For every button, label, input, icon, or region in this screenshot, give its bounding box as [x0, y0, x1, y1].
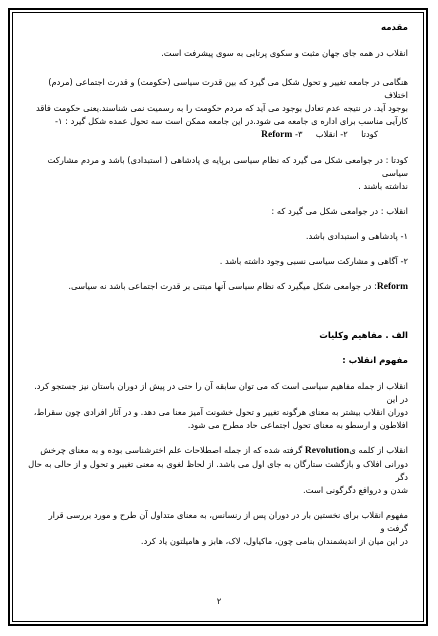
concept-paragraph-2: [26, 444, 408, 497]
instability-paragraph: [26, 76, 408, 142]
text-line: [26, 154, 408, 180]
concept-paragraph-3: [26, 509, 408, 548]
text-line: شدن و دروافع دگرگونی است.: [302, 485, 408, 495]
document-body: [26, 22, 408, 612]
coup-paragraph: [26, 154, 408, 193]
concept-paragraph-1: [26, 380, 408, 432]
transformation-reform-number: ۳-: [294, 129, 303, 139]
text-line: [26, 444, 408, 458]
reform-paragraph: [26, 280, 408, 294]
transformation-revolution: ۲- انقلاب: [315, 129, 348, 139]
reform-label: Reform: [376, 282, 408, 292]
reform-text: : در جوامعی شکل میگیرد که نظام سیاسی آنها مبتنی بر قدرت اجتماعی باشد نه سیاسی.: [68, 281, 377, 291]
etymology-text: گرفته شده که از جمله اصطلاحات علم اخترشناسی بوده و به معنای چرخش: [40, 445, 303, 455]
transformations-list: [26, 128, 408, 142]
revolution-condition-1: ۱- پادشاهی و استبدادی باشد.: [305, 231, 408, 241]
coup-text: در جوامعی شکل می گیرد که نظام سیاسی برپایه ی پادشاهی ( استبدادی) باشد و مردم مشارکت سیاسی: [47, 155, 408, 178]
revolution-conditions-intro: انقلاب : در جوامعی شکل می گیرد که :: [271, 206, 408, 216]
transformation-reform: Reform: [261, 130, 293, 140]
text-line: افلاطون و ارسطو به معنای تحول اجتماعی حاد مطرح می شود.: [187, 420, 408, 430]
text-line: هنگامی در جامعه تغییر و تحول شکل می گیرد که بین قدرت سیاسی (حکومت) و قدرت اجتماعی (مردم) اختلاف: [48, 77, 408, 100]
coup-label: کودتا :: [385, 155, 408, 165]
text-line: دوران انقلاب بیشتر به معنای هرگونه تغییر و تحول خشونت آمیز معنا می دهد. و در آثار افرادی چون سقراط،: [33, 407, 408, 417]
section-a-heading: الف . مفاهیم وکلیات: [319, 331, 408, 341]
text-line: بوجود آید. در نتیجه عدم تعادل بوجود می آید که مردم حکومت را به رسمیت نمی شناسند.یعنی حکومت فاقد: [35, 103, 408, 113]
text-line: انقلاب از جمله مفاهیم سیاسی است که می توان سابقه آن را حتی در پیش از دوران باستان نیز جستجو کرد. در این: [34, 381, 408, 404]
revolution-concept-heading: مفهوم انقلاب :: [342, 356, 408, 366]
text-line: نداشته باشند .: [358, 181, 408, 191]
intro-paragraph: انقلاب در همه جای جهان مثبت و سکوی پرتابی به سوی پیشرفت است.: [161, 48, 408, 58]
text-line: مفهوم انقلاب برای نخستین بار در دوران پس از رنسانس، به معنای متداول آن طرح و مورد بررسی قرار گرفت و: [48, 510, 408, 533]
revolution-condition-2: ۲- آگاهی و مشارکت سیاسی نسبی وجود داشته باشد .: [219, 256, 408, 266]
text-line: در این میان از اندیشمندان بنامی چون، ماکیاول، لاک، هابز و هامیلتون یاد کرد.: [140, 536, 408, 546]
text-line: کارآیی مناسب برای اداره ی جامعه می شود.در این جامعه ممکن است سه تحول عمده شکل گیرد : ۱-: [54, 116, 408, 126]
revolution-word: Revolution: [304, 446, 350, 456]
page-number: ۲: [216, 597, 222, 607]
intro-heading: مقدمه: [380, 23, 408, 33]
text-line: دورانی افلاک و بازگشت ستارگان به جای اول می باشد. از لحاظ لغوی به معنی تغییر و تحول و از حالی به حال دگر: [28, 459, 408, 482]
etymology-intro: انقلاب از کلمه ی: [349, 445, 408, 455]
transformation-coup: کودتا: [361, 129, 378, 139]
